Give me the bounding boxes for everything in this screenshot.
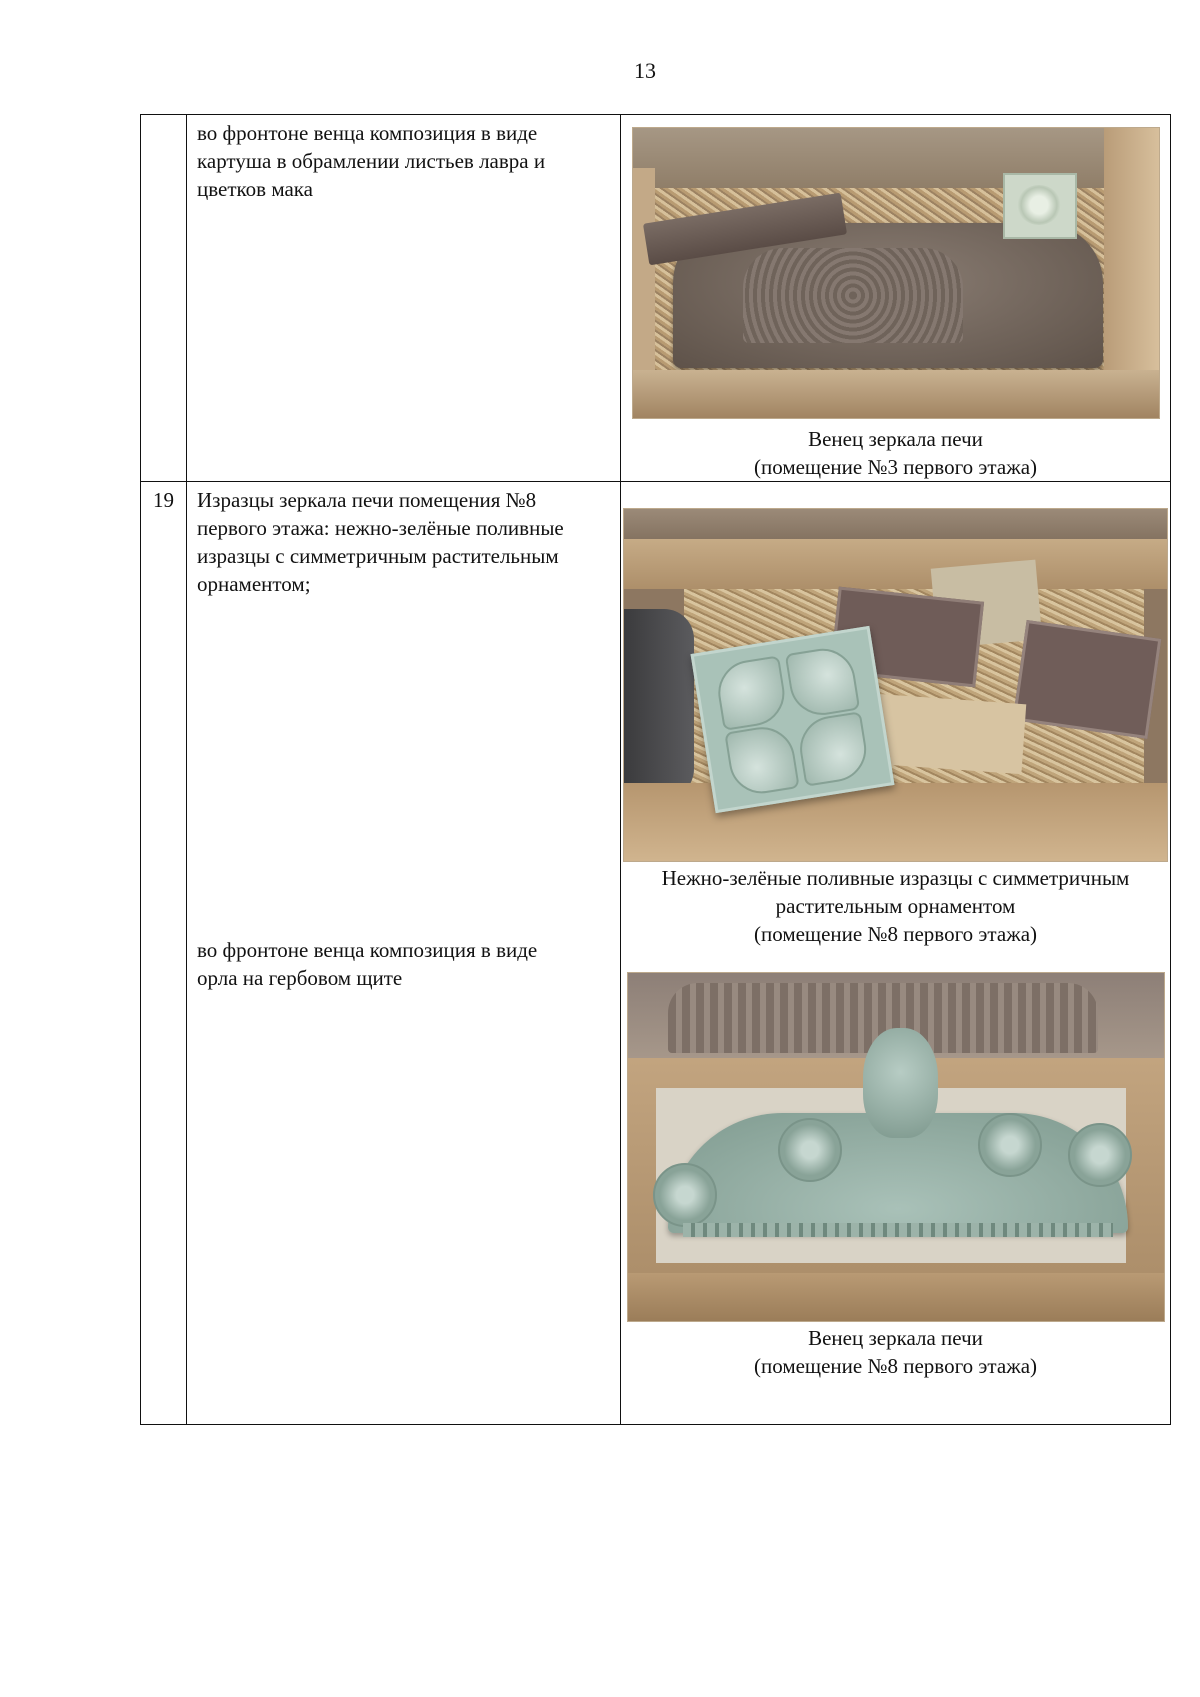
page-number: 13: [634, 58, 656, 83]
photo-green-tiles: [623, 508, 1168, 862]
heritage-table: [140, 114, 1171, 1425]
description-text: Изразцы зеркала печи помещения №8 первого этажа: нежно-зелёные поливные изразцы с симметричным растительным орнаментом;: [197, 488, 564, 596]
photo-caption: Венец зеркала печи (помещение №3 первого этажа): [753, 427, 1038, 479]
row-number: [141, 115, 187, 482]
photo-caption: Венец зеркала печи (помещение №8 первого этажа): [753, 1326, 1038, 1378]
table-row: [141, 482, 1171, 1425]
row-description: [187, 115, 621, 482]
photo-caption: Нежно-зелёные поливные изразцы с симметричным растительным орнаментом (помещение №8 первого этажа): [661, 866, 1130, 946]
photo-cell: [621, 482, 1171, 1425]
table-row: [141, 115, 1171, 482]
description-text: во фронтоне венца композиция в виде картуша в обрамлении листьев лавра и цветков мака: [197, 121, 546, 201]
row-description: [187, 482, 621, 1425]
row-number: 19: [141, 482, 187, 1425]
photo-green-cornice: [627, 972, 1165, 1322]
photo-cell: [621, 115, 1171, 482]
photo-brown-cornice: [632, 127, 1160, 419]
description-text: во фронтоне венца композиция в виде орла на гербовом щите: [197, 938, 538, 990]
